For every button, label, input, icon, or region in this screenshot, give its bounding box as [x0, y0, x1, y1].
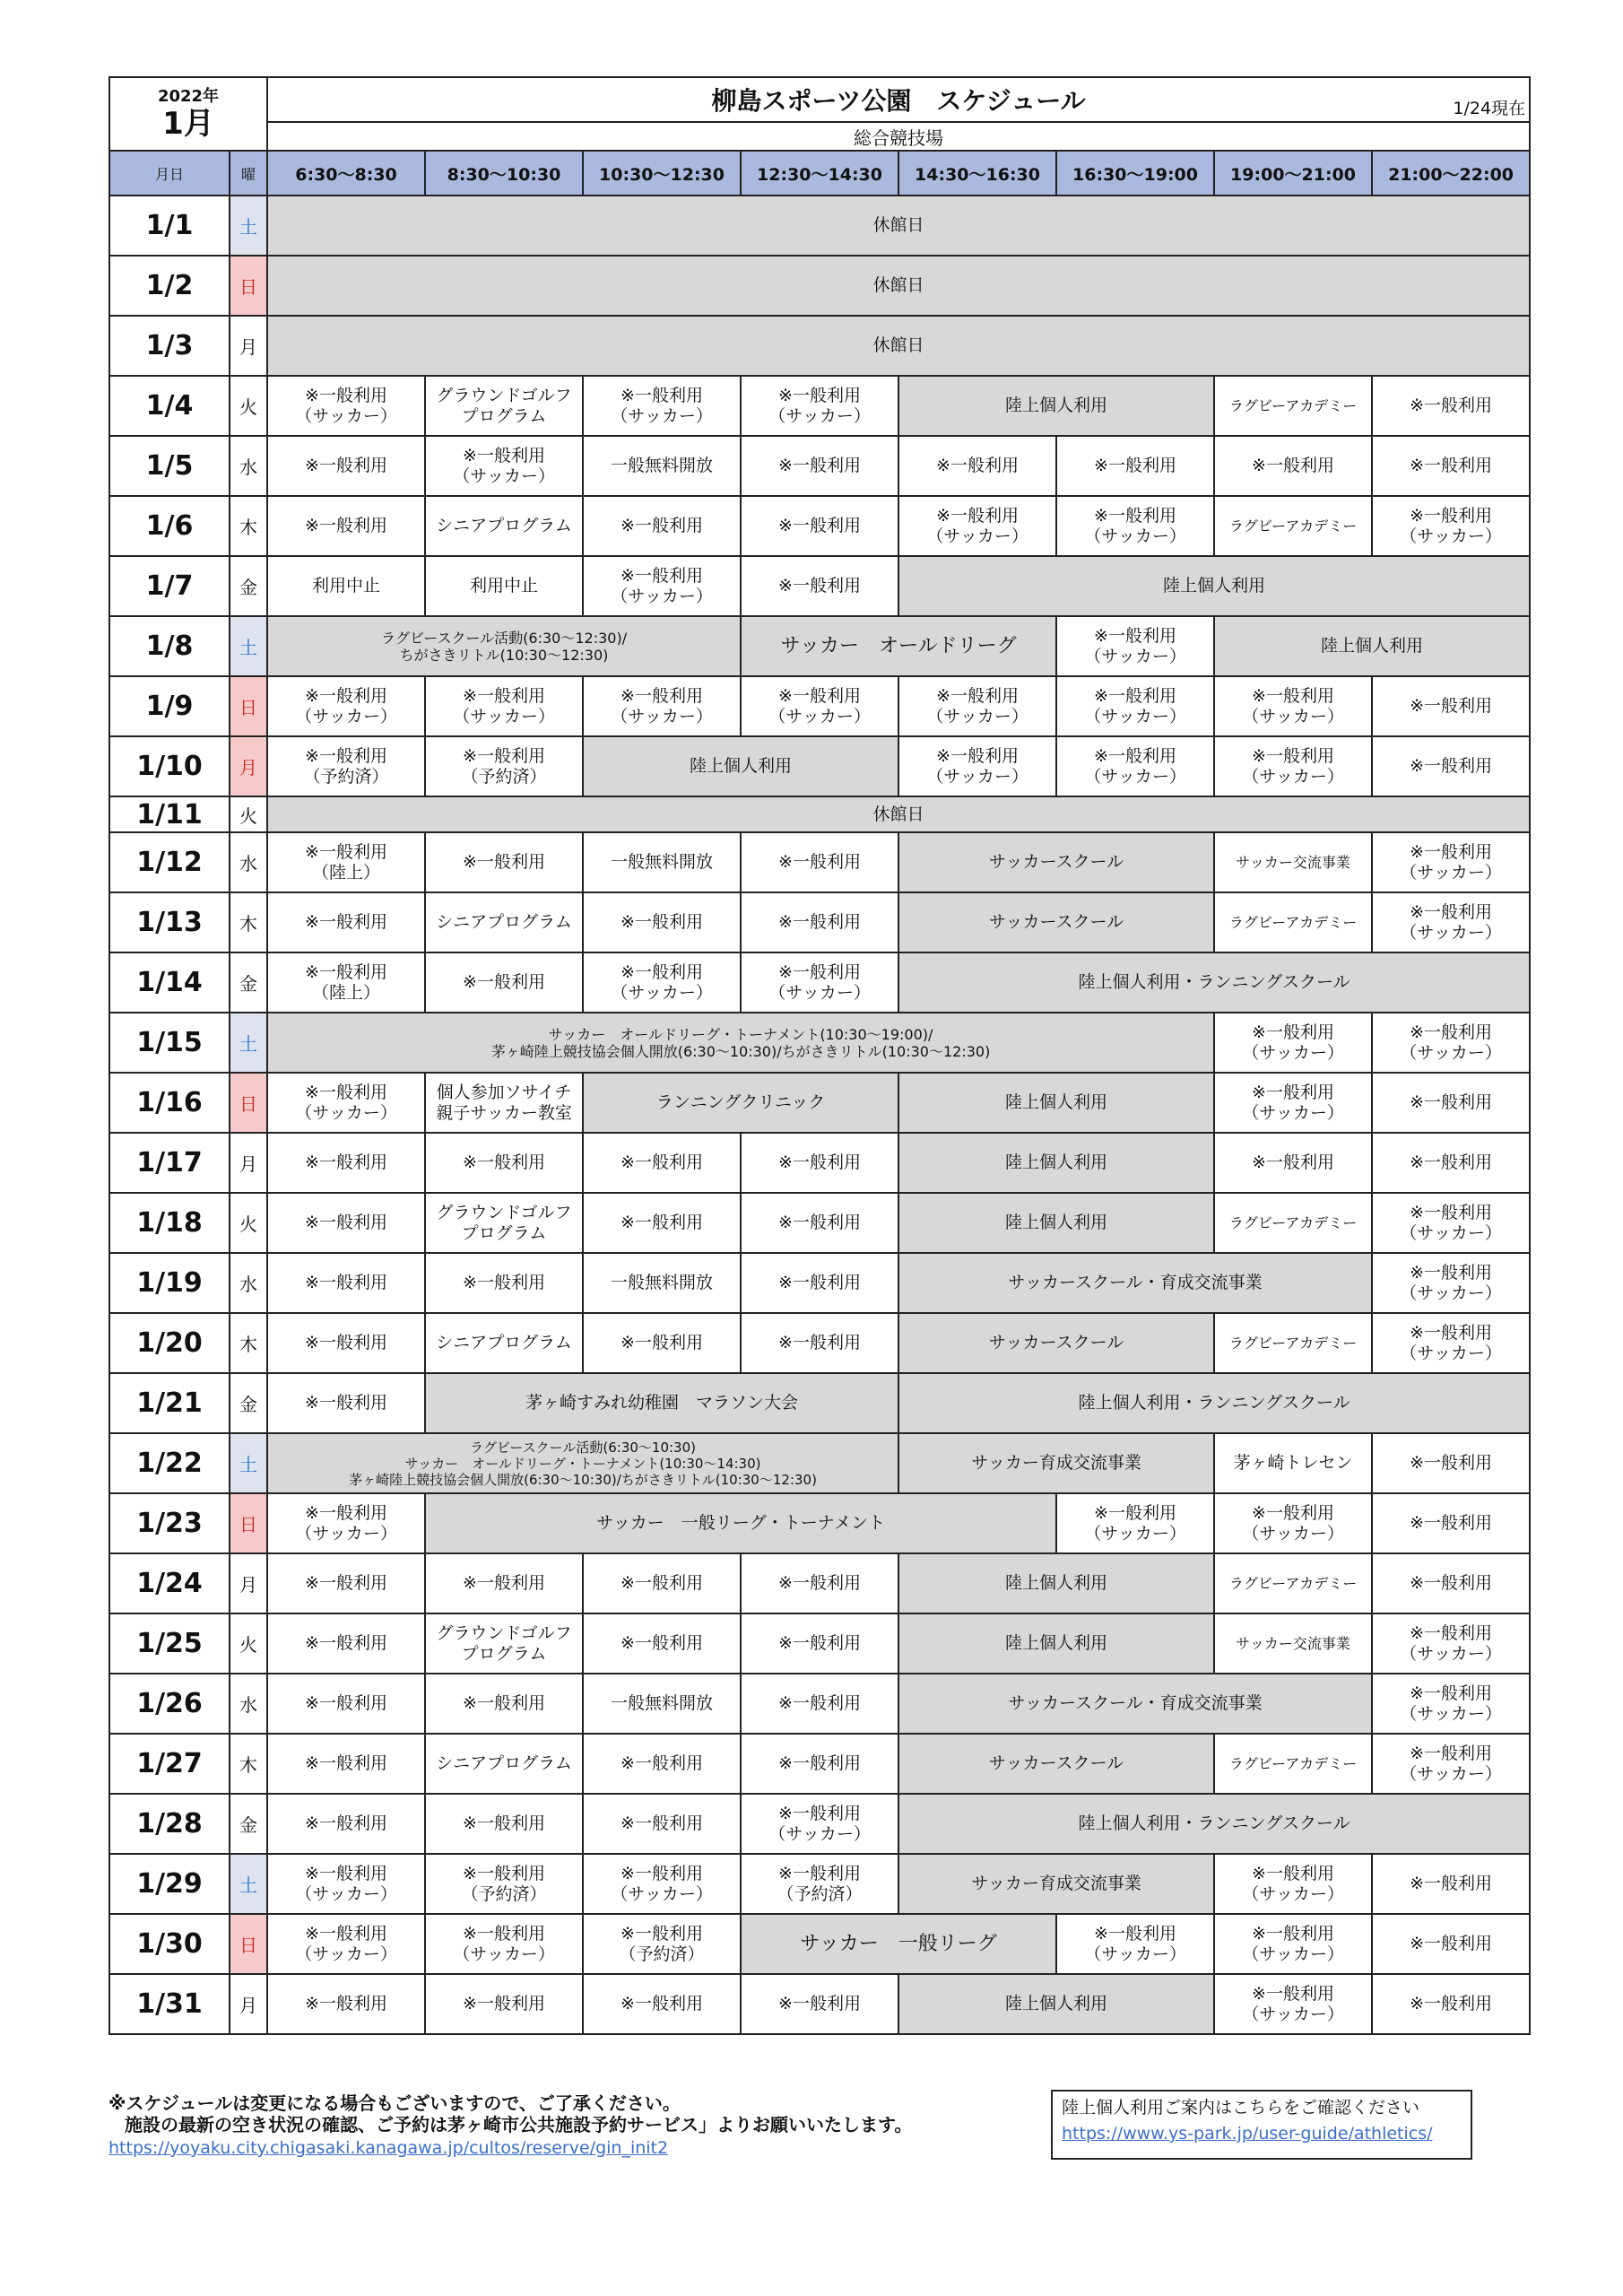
- slot-cell: ※一般利用 （予約済）: [267, 736, 425, 796]
- row-weekday: 金: [230, 1794, 267, 1854]
- event-block: 陸上個人利用: [898, 1974, 1214, 2034]
- event-block: ランニングクリニック: [583, 1073, 898, 1133]
- slot-cell: ※一般利用 （予約済）: [425, 1854, 583, 1914]
- schedule-row: [109, 496, 1530, 556]
- slot-cell: ※一般利用: [1372, 1914, 1530, 1974]
- row-weekday: 月: [230, 1974, 267, 2034]
- slot-cell: 一般無料開放: [583, 1674, 741, 1734]
- slot-cell: ※一般利用: [1372, 1854, 1530, 1914]
- slot-cell: ラグビーアカデミー: [1214, 376, 1372, 436]
- slot-cell: ※一般利用 （サッカー）: [1214, 1493, 1372, 1553]
- row-weekday: 木: [230, 1313, 267, 1373]
- footer-notes: [108, 2092, 1095, 2161]
- slot-cell: ※一般利用: [1214, 1133, 1372, 1193]
- event-block: 陸上個人利用・ランニングスクール: [898, 952, 1530, 1013]
- slot-cell: ※一般利用 （サッカー）: [583, 952, 741, 1013]
- event-block: サッカースクール: [898, 1734, 1214, 1794]
- schedule-row: [109, 1553, 1530, 1613]
- schedule-row: [109, 556, 1530, 616]
- schedule-row: [109, 436, 1530, 496]
- slot-cell: ※一般利用: [583, 1313, 741, 1373]
- slot-cell: ※一般利用 （サッカー）: [1056, 736, 1214, 796]
- slot-cell: ※一般利用: [1372, 1433, 1530, 1493]
- schedule-row: [109, 1433, 1530, 1493]
- row-date: 1/22: [109, 1433, 230, 1493]
- row-weekday: 月: [230, 316, 267, 376]
- slot-cell: ※一般利用: [583, 496, 741, 556]
- slot-cell: ※一般利用 （サッカー）: [583, 676, 741, 736]
- slot-cell: ※一般利用: [267, 1734, 425, 1794]
- schedule-row: [109, 196, 1530, 256]
- slot-cell: ※一般利用 （サッカー）: [583, 1854, 741, 1914]
- schedule-row: [109, 1193, 1530, 1253]
- slot-cell: ※一般利用: [741, 1553, 898, 1613]
- slot-cell: 利用中止: [425, 556, 583, 616]
- event-block: ラグビースクール活動(6:30～12:30)/ ちがさきリトル(10:30～12:30): [267, 616, 741, 676]
- slot-cell: サッカー交流事業: [1214, 1613, 1372, 1674]
- athletics-info-box: [1051, 2090, 1472, 2160]
- slot-cell: ※一般利用 （サッカー）: [1372, 832, 1530, 892]
- slot-cell: ※一般利用 （サッカー）: [267, 1073, 425, 1133]
- slot-cell: ※一般利用 （サッカー）: [1214, 676, 1372, 736]
- row-weekday: 月: [230, 1133, 267, 1193]
- slot-cell: ※一般利用 （サッカー）: [741, 952, 898, 1013]
- slot-cell: ※一般利用 （サッカー）: [425, 1914, 583, 1974]
- slot-cell: ※一般利用 （サッカー）: [425, 436, 583, 496]
- slot-cell: ※一般利用: [1372, 736, 1530, 796]
- row-weekday: 水: [230, 832, 267, 892]
- slot-cell: ※一般利用 （サッカー）: [741, 376, 898, 436]
- slot-cell: ラグビーアカデミー: [1214, 1734, 1372, 1794]
- slot-cell: シニアプログラム: [425, 1313, 583, 1373]
- col-header-slot: 19:00～21:00: [1214, 151, 1372, 196]
- slot-cell: ※一般利用 （サッカー）: [1056, 1493, 1214, 1553]
- slot-cell: ※一般利用 （予約済）: [425, 736, 583, 796]
- slot-cell: ※一般利用: [583, 892, 741, 952]
- event-block: サッカースクール: [898, 832, 1214, 892]
- slot-cell: ※一般利用 （サッカー）: [741, 676, 898, 736]
- event-block: 休館日: [267, 796, 1530, 832]
- slot-cell: ※一般利用 （予約済）: [583, 1914, 741, 1974]
- row-weekday: 木: [230, 1734, 267, 1794]
- schedule-row: [109, 1073, 1530, 1133]
- slot-cell: ※一般利用: [425, 1133, 583, 1193]
- schedule-table: [108, 76, 1531, 2035]
- slot-cell: ※一般利用: [741, 436, 898, 496]
- row-date: 1/30: [109, 1914, 230, 1974]
- slot-cell: ※一般利用: [583, 1794, 741, 1854]
- slot-cell: ※一般利用 （サッカー）: [1056, 616, 1214, 676]
- slot-cell: ※一般利用: [741, 496, 898, 556]
- column-header-row: [109, 151, 1530, 196]
- row-date: 1/16: [109, 1073, 230, 1133]
- slot-cell: ※一般利用 （サッカー）: [267, 676, 425, 736]
- slot-cell: ※一般利用: [425, 1253, 583, 1313]
- event-block: サッカー オールドリーグ・トーナメント(10:30～19:00)/ 茅ヶ崎陸上競技協会個人開放(6:30～10:30)/ちがさきリトル(10:30～12:30): [267, 1013, 1214, 1073]
- event-block: サッカー 一般リーグ・トーナメント: [425, 1493, 1056, 1553]
- event-block: 陸上個人利用: [898, 1613, 1214, 1674]
- footer-note-reserve: 施設の最新の空き状況の確認、ご予約は茅ヶ崎市公共施設予約サービス」よりお願いいたします。: [125, 2114, 913, 2135]
- slot-cell: ※一般利用 （サッカー）: [1214, 1073, 1372, 1133]
- row-date: 1/28: [109, 1794, 230, 1854]
- row-date: 1/9: [109, 676, 230, 736]
- schedule-sheet: [108, 76, 1529, 2035]
- slot-cell: ※一般利用: [583, 1974, 741, 2034]
- row-date: 1/15: [109, 1013, 230, 1073]
- event-block: 休館日: [267, 256, 1530, 316]
- event-block: 陸上個人利用: [583, 736, 898, 796]
- slot-cell: ※一般利用 （サッカー）: [1214, 1854, 1372, 1914]
- slot-cell: サッカー交流事業: [1214, 832, 1372, 892]
- row-weekday: 火: [230, 796, 267, 832]
- slot-cell: ※一般利用: [1372, 1073, 1530, 1133]
- row-weekday: 火: [230, 1193, 267, 1253]
- slot-cell: 個人参加ソサイチ 親子サッカー教室: [425, 1073, 583, 1133]
- row-weekday: 木: [230, 892, 267, 952]
- schedule-row: [109, 1674, 1530, 1734]
- year-label: 2022年: [157, 87, 220, 106]
- slot-cell: ※一般利用: [741, 1193, 898, 1253]
- event-block: 陸上個人利用: [898, 1193, 1214, 1253]
- row-weekday: 水: [230, 1253, 267, 1313]
- row-weekday: 月: [230, 736, 267, 796]
- year-month-cell: [109, 77, 267, 151]
- event-block: 茅ヶ崎すみれ幼稚園 マラソン大会: [425, 1373, 898, 1433]
- slot-cell: ※一般利用: [1372, 1493, 1530, 1553]
- slot-cell: ※一般利用: [583, 1133, 741, 1193]
- schedule-row: [109, 1613, 1530, 1674]
- slot-cell: ラグビーアカデミー: [1214, 892, 1372, 952]
- slot-cell: ※一般利用: [741, 1253, 898, 1313]
- row-weekday: 日: [230, 1073, 267, 1133]
- slot-cell: ※一般利用 （陸上）: [267, 952, 425, 1013]
- slot-cell: ※一般利用 （サッカー）: [1214, 1013, 1372, 1073]
- col-header-dow: 曜: [230, 151, 267, 196]
- slot-cell: グラウンドゴルフ プログラム: [425, 376, 583, 436]
- row-weekday: 土: [230, 196, 267, 256]
- slot-cell: ※一般利用 （サッカー）: [1214, 1974, 1372, 2034]
- page-title: 柳島スポーツ公園 スケジュール: [711, 86, 1086, 116]
- slot-cell: ラグビーアカデミー: [1214, 1193, 1372, 1253]
- slot-cell: ※一般利用 （サッカー）: [583, 556, 741, 616]
- slot-cell: ※一般利用 （サッカー）: [1372, 1674, 1530, 1734]
- schedule-row: [109, 1493, 1530, 1553]
- slot-cell: ※一般利用 （サッカー）: [898, 736, 1056, 796]
- col-header-slot: 10:30～12:30: [583, 151, 741, 196]
- event-block: サッカー育成交流事業: [898, 1854, 1214, 1914]
- slot-cell: ※一般利用: [267, 436, 425, 496]
- slot-cell: ※一般利用: [1372, 1553, 1530, 1613]
- slot-cell: ※一般利用 （サッカー）: [1372, 1613, 1530, 1674]
- row-date: 1/23: [109, 1493, 230, 1553]
- schedule-row: [109, 952, 1530, 1013]
- slot-cell: ※一般利用: [425, 832, 583, 892]
- slot-cell: ※一般利用: [267, 1313, 425, 1373]
- slot-cell: ※一般利用: [1056, 436, 1214, 496]
- schedule-row: [109, 1974, 1530, 2034]
- row-date: 1/13: [109, 892, 230, 952]
- row-date: 1/3: [109, 316, 230, 376]
- slot-cell: ※一般利用: [741, 892, 898, 952]
- slot-cell: シニアプログラム: [425, 892, 583, 952]
- row-weekday: 木: [230, 496, 267, 556]
- footer-note-change: ※スケジュールは変更になる場合もございますので、ご了承ください。: [108, 2092, 681, 2114]
- row-date: 1/6: [109, 496, 230, 556]
- schedule-row: [109, 1253, 1530, 1313]
- row-date: 1/1: [109, 196, 230, 256]
- slot-cell: ※一般利用: [741, 1133, 898, 1193]
- slot-cell: ※一般利用 （サッカー）: [1372, 1734, 1530, 1794]
- slot-cell: ※一般利用: [741, 1613, 898, 1674]
- event-block: サッカー育成交流事業: [898, 1433, 1214, 1493]
- event-block: 陸上個人利用・ランニングスクール: [898, 1794, 1530, 1854]
- slot-cell: ※一般利用 （サッカー）: [1372, 1253, 1530, 1313]
- slot-cell: ※一般利用 （サッカー）: [1056, 676, 1214, 736]
- row-weekday: 土: [230, 1013, 267, 1073]
- slot-cell: ※一般利用 （サッカー）: [583, 376, 741, 436]
- row-weekday: 日: [230, 676, 267, 736]
- schedule-row: [109, 892, 1530, 952]
- month-label: 1月: [162, 106, 214, 142]
- slot-cell: ※一般利用: [583, 1734, 741, 1794]
- event-block: 陸上個人利用: [898, 1553, 1214, 1613]
- slot-cell: ※一般利用 （サッカー）: [1372, 1313, 1530, 1373]
- slot-cell: ※一般利用 （サッカー）: [898, 676, 1056, 736]
- slot-cell: 一般無料開放: [583, 436, 741, 496]
- row-weekday: 日: [230, 1914, 267, 1974]
- row-date: 1/25: [109, 1613, 230, 1674]
- slot-cell: ※一般利用: [898, 436, 1056, 496]
- schedule-row: [109, 1013, 1530, 1073]
- event-block: 陸上個人利用: [1214, 616, 1530, 676]
- schedule-row: [109, 316, 1530, 376]
- row-date: 1/8: [109, 616, 230, 676]
- slot-cell: ※一般利用 （サッカー）: [267, 1854, 425, 1914]
- slot-cell: ※一般利用 （サッカー）: [1056, 1914, 1214, 1974]
- slot-cell: ※一般利用 （サッカー）: [267, 1493, 425, 1553]
- slot-cell: ※一般利用 （サッカー）: [1372, 892, 1530, 952]
- row-weekday: 土: [230, 1854, 267, 1914]
- event-block: 陸上個人利用: [898, 376, 1214, 436]
- schedule-row: [109, 1373, 1530, 1433]
- event-block: 休館日: [267, 196, 1530, 256]
- slot-cell: ※一般利用: [741, 1734, 898, 1794]
- slot-cell: ※一般利用: [267, 1133, 425, 1193]
- slot-cell: ※一般利用 （サッカー）: [1214, 1914, 1372, 1974]
- row-date: 1/5: [109, 436, 230, 496]
- slot-cell: ※一般利用: [741, 1313, 898, 1373]
- slot-cell: ※一般利用 （サッカー）: [1056, 496, 1214, 556]
- slot-cell: ※一般利用: [267, 1674, 425, 1734]
- row-date: 1/24: [109, 1553, 230, 1613]
- slot-cell: ※一般利用: [583, 1193, 741, 1253]
- row-date: 1/12: [109, 832, 230, 892]
- schedule-row: [109, 1734, 1530, 1794]
- col-header-slot: 16:30～19:00: [1056, 151, 1214, 196]
- col-header-slot: 6:30～8:30: [267, 151, 425, 196]
- slot-cell: ※一般利用 （サッカー）: [898, 496, 1056, 556]
- row-date: 1/10: [109, 736, 230, 796]
- slot-cell: ※一般利用: [1214, 436, 1372, 496]
- row-date: 1/18: [109, 1193, 230, 1253]
- row-weekday: 日: [230, 1493, 267, 1553]
- row-date: 1/11: [109, 796, 230, 832]
- slot-cell: ※一般利用: [425, 1674, 583, 1734]
- slot-cell: ラグビーアカデミー: [1214, 496, 1372, 556]
- schedule-row: [109, 376, 1530, 436]
- col-header-date: 月日: [109, 151, 230, 196]
- slot-cell: ※一般利用: [1372, 376, 1530, 436]
- event-block: 陸上個人利用・ランニングスクール: [898, 1373, 1530, 1433]
- slot-cell: シニアプログラム: [425, 1734, 583, 1794]
- slot-cell: ※一般利用 （サッカー）: [267, 1914, 425, 1974]
- col-header-slot: 21:00～22:00: [1372, 151, 1530, 196]
- slot-cell: ※一般利用 （予約済）: [741, 1854, 898, 1914]
- slot-cell: ※一般利用: [741, 1974, 898, 2034]
- slot-cell: ※一般利用 （サッカー）: [1372, 1013, 1530, 1073]
- row-date: 1/4: [109, 376, 230, 436]
- slot-cell: ※一般利用: [425, 1553, 583, 1613]
- row-weekday: 火: [230, 1613, 267, 1674]
- venue-label: 総合競技場: [267, 122, 1530, 151]
- slot-cell: グラウンドゴルフ プログラム: [425, 1193, 583, 1253]
- row-date: 1/14: [109, 952, 230, 1013]
- slot-cell: 一般無料開放: [583, 1253, 741, 1313]
- row-date: 1/26: [109, 1674, 230, 1734]
- slot-cell: ※一般利用: [267, 1193, 425, 1253]
- row-weekday: 土: [230, 616, 267, 676]
- slot-cell: ※一般利用: [267, 1794, 425, 1854]
- event-block: サッカースクール・育成交流事業: [898, 1253, 1372, 1313]
- slot-cell: ※一般利用: [425, 1974, 583, 2034]
- slot-cell: ※一般利用: [583, 1553, 741, 1613]
- slot-cell: ※一般利用 （サッカー）: [267, 376, 425, 436]
- row-date: 1/27: [109, 1734, 230, 1794]
- slot-cell: ラグビーアカデミー: [1214, 1313, 1372, 1373]
- row-weekday: 金: [230, 556, 267, 616]
- slot-cell: ※一般利用: [741, 832, 898, 892]
- row-weekday: 火: [230, 376, 267, 436]
- col-header-slot: 14:30～16:30: [898, 151, 1056, 196]
- slot-cell: ※一般利用: [267, 1373, 425, 1433]
- slot-cell: ※一般利用 （サッカー）: [1214, 736, 1372, 796]
- event-block: 陸上個人利用: [898, 1133, 1214, 1193]
- slot-cell: ※一般利用: [425, 952, 583, 1013]
- row-date: 1/19: [109, 1253, 230, 1313]
- row-weekday: 金: [230, 952, 267, 1013]
- slot-cell: ※一般利用 （サッカー）: [425, 676, 583, 736]
- event-block: サッカースクール: [898, 1313, 1214, 1373]
- row-weekday: 日: [230, 256, 267, 316]
- row-weekday: 水: [230, 436, 267, 496]
- schedule-row: [109, 832, 1530, 892]
- slot-cell: 茅ヶ崎トレセン: [1214, 1433, 1372, 1493]
- slot-cell: ※一般利用: [1372, 1133, 1530, 1193]
- schedule-row: [109, 676, 1530, 736]
- slot-cell: ラグビーアカデミー: [1214, 1553, 1372, 1613]
- schedule-row: [109, 1133, 1530, 1193]
- row-weekday: 土: [230, 1433, 267, 1493]
- slot-cell: グラウンドゴルフ プログラム: [425, 1613, 583, 1674]
- schedule-row: [109, 1854, 1530, 1914]
- schedule-row: [109, 796, 1530, 832]
- slot-cell: ※一般利用: [1372, 676, 1530, 736]
- row-weekday: 金: [230, 1373, 267, 1433]
- slot-cell: ※一般利用 （陸上）: [267, 832, 425, 892]
- slot-cell: ※一般利用: [267, 1553, 425, 1613]
- col-header-slot: 12:30～14:30: [741, 151, 898, 196]
- row-date: 1/29: [109, 1854, 230, 1914]
- row-date: 1/7: [109, 556, 230, 616]
- event-block: サッカー 一般リーグ: [741, 1914, 1056, 1974]
- slot-cell: ※一般利用: [267, 1613, 425, 1674]
- slot-cell: ※一般利用: [741, 556, 898, 616]
- event-block: サッカースクール・育成交流事業: [898, 1674, 1372, 1734]
- event-block: サッカー オールドリーグ: [741, 616, 1056, 676]
- slot-cell: ※一般利用 （サッカー）: [1372, 1193, 1530, 1253]
- slot-cell: ※一般利用: [267, 1253, 425, 1313]
- event-block: 陸上個人利用: [898, 1073, 1214, 1133]
- row-weekday: 水: [230, 1674, 267, 1734]
- athletics-info-text: 陸上個人利用ご案内はこちらをご確認ください: [1062, 2098, 1420, 2118]
- row-date: 1/2: [109, 256, 230, 316]
- col-header-slot: 8:30～10:30: [425, 151, 583, 196]
- schedule-row: [109, 1914, 1530, 1974]
- slot-cell: ※一般利用: [267, 496, 425, 556]
- slot-cell: ※一般利用: [425, 1794, 583, 1854]
- row-weekday: 月: [230, 1553, 267, 1613]
- schedule-row: [109, 1313, 1530, 1373]
- event-block: ラグビースクール活動(6:30～10:30) サッカー オールドリーグ・トーナメント(10:30～14:30) 茅ヶ崎陸上競技協会個人開放(6:30～10:30)/ちがさきリトル(10:30～12:30): [267, 1433, 898, 1493]
- schedule-row: [109, 1794, 1530, 1854]
- slot-cell: ※一般利用: [1372, 1974, 1530, 2034]
- event-block: 陸上個人利用: [898, 556, 1530, 616]
- event-block: 休館日: [267, 316, 1530, 376]
- slot-cell: 一般無料開放: [583, 832, 741, 892]
- row-date: 1/21: [109, 1373, 230, 1433]
- slot-cell: ※一般利用 （サッカー）: [741, 1794, 898, 1854]
- slot-cell: ※一般利用: [267, 892, 425, 952]
- slot-cell: ※一般利用: [1372, 436, 1530, 496]
- athletics-info-link[interactable]: https://www.ys-park.jp/user-guide/athletics/: [1062, 2124, 1433, 2144]
- slot-cell: 利用中止: [267, 556, 425, 616]
- slot-cell: シニアプログラム: [425, 496, 583, 556]
- row-date: 1/31: [109, 1974, 230, 2034]
- slot-cell: ※一般利用: [583, 1613, 741, 1674]
- page-title-cell: [267, 77, 1530, 122]
- slot-cell: ※一般利用: [741, 1674, 898, 1734]
- slot-cell: ※一般利用 （サッカー）: [1372, 496, 1530, 556]
- schedule-row: [109, 736, 1530, 796]
- row-date: 1/17: [109, 1133, 230, 1193]
- schedule-row: [109, 616, 1530, 676]
- row-date: 1/20: [109, 1313, 230, 1373]
- event-block: サッカースクール: [898, 892, 1214, 952]
- schedule-row: [109, 256, 1530, 316]
- reservation-link[interactable]: https://yoyaku.city.chigasaki.kanagawa.jp/cultos/reserve/gin_init2: [108, 2138, 669, 2158]
- slot-cell: ※一般利用: [267, 1974, 425, 2034]
- as-of-date: 1/24現在: [1453, 99, 1526, 118]
